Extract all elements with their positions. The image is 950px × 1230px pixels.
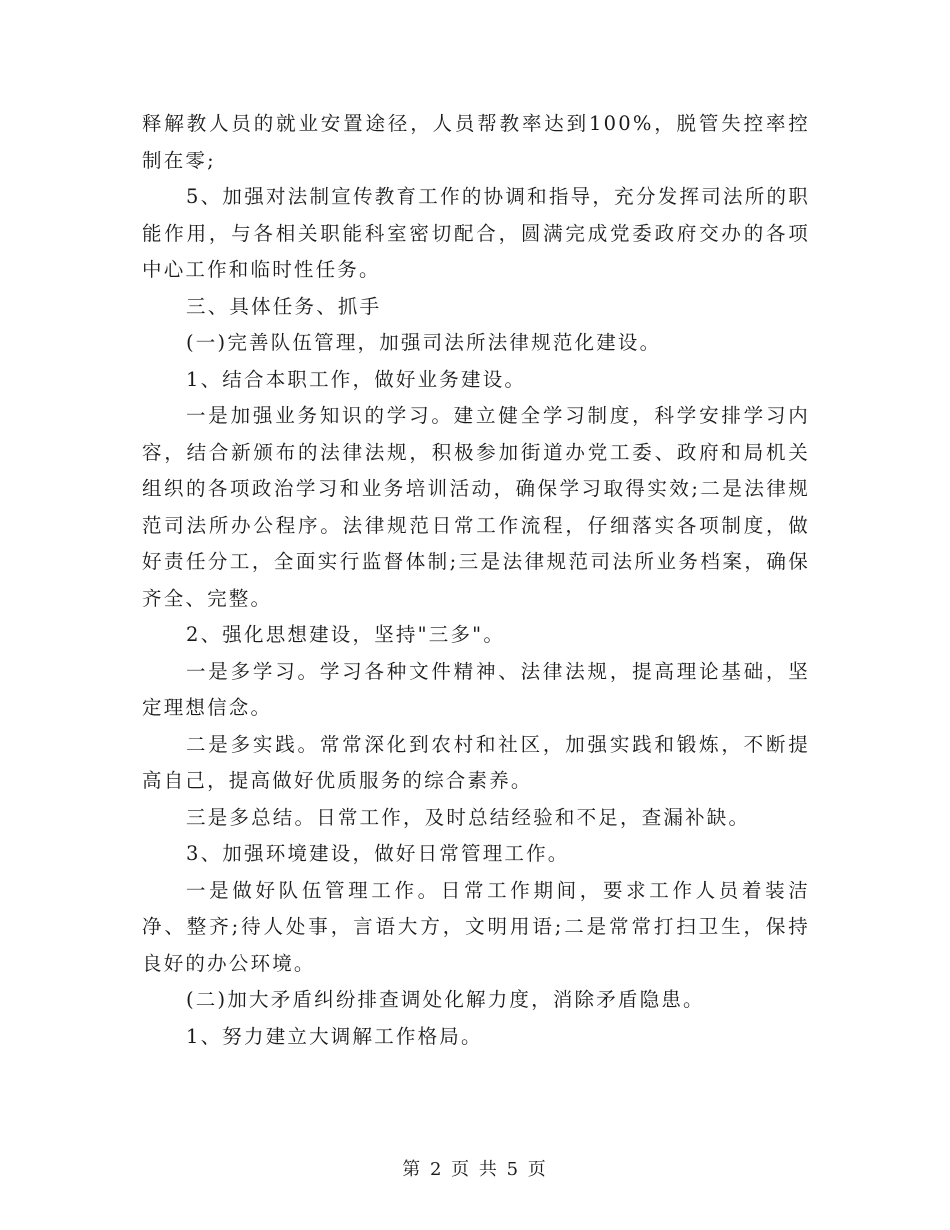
paragraph: 二是多实践。常常深化到农村和社区，加强实践和锻炼，不断提高自己，提高做好优质服务的综合素养。 [142, 732, 810, 792]
paragraph: 1、结合本职工作，做好业务建设。 [186, 367, 527, 391]
paragraph: 三是多总结。日常工作，及时总结经验和不足，查漏补缺。 [186, 805, 751, 829]
paragraph: 一是做好队伍管理工作。日常工作期间，要求工作人员着装洁净、整齐;待人处事，言语大方，文明用语;二是常常打扫卫生，保持良好的办公环境。 [142, 878, 810, 975]
paragraph: (二)加大矛盾纠纷排查调处化解力度，消除矛盾隐患。 [186, 988, 705, 1011]
paragraph: 2、强化思想建设，坚持"三多"。 [186, 623, 506, 646]
paragraph: 3、加强环境建设，做好日常管理工作。 [186, 842, 570, 865]
paragraph: 释解教人员的就业安置途径，人员帮教率达到100%，脱管失控率控制在零; [142, 112, 810, 172]
paragraph: 5、加强对法制宣传教育工作的协调和指导，充分发挥司法所的职能作用，与各相关职能科室密切配合，圆满完成党委政府交办的各项中心工作和临时性任务。 [142, 185, 810, 281]
paragraph: 一是多学习。学习各种文件精神、法律法规，提高理论基础，坚定理想信念。 [142, 659, 810, 719]
document-body [142, 106, 810, 1055]
paragraph: 1、努力建立大调解工作格局。 [186, 1024, 483, 1048]
paragraph: (一)完善队伍管理，加强司法所法律规范化建设。 [186, 331, 662, 354]
paragraph: 一是加强业务知识的学习。建立健全学习制度，科学安排学习内容，结合新颁布的法律法规，积极参加街道办党工委、政府和局机关组织的各项政治学习和业务培训活动，确保学习取得实效;二是法律规范司法所办公程序。法律规范日常工作流程，仔细落实各项制度，做好责任分工，全面实行监督体制;三是法律规范司法所业务档案，确保齐全、完整。 [142, 404, 810, 610]
page-footer: 第 2 页 共 5 页 [402, 1159, 548, 1180]
paragraph: 三、具体任务、抓手 [186, 294, 382, 318]
